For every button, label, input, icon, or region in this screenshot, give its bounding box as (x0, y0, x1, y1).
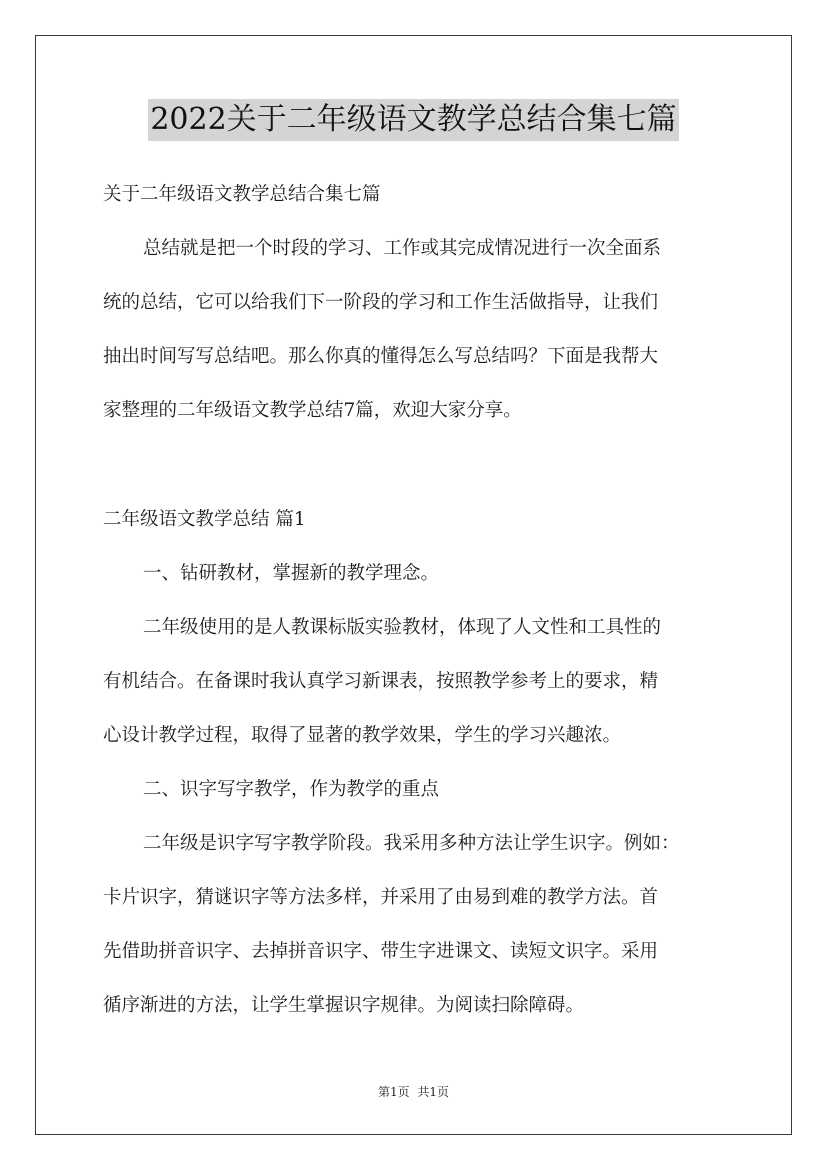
intro-line-2: 统的总结，它可以给我们下一阶段的学习和工作生活做指导，让我们 (103, 292, 659, 313)
point2-line-1: 二年级是识字写字教学阶段。我采用多种方法让学生识字。例如： (143, 833, 680, 854)
document-subtitle: 关于二年级语文教学总结合集七篇 (103, 184, 381, 205)
point2-line-3: 先借助拼音识字、去掉拼音识字、带生字进课文、读短文识字。采用 (103, 941, 659, 962)
page-footer (0, 1084, 827, 1100)
intro-line-1: 总结就是把一个时段的学习、工作或其完成情况进行一次全面系 (143, 238, 662, 259)
point1-line-2: 有机结合。在备课时我认真学习新课表，按照教学参考上的要求，精 (103, 671, 659, 692)
page-number: 第1页 (377, 1085, 410, 1099)
point1-line-3: 心设计教学过程，取得了显著的教学效果，学生的学习兴趣浓。 (103, 725, 622, 746)
document-title: 2022关于二年级语文教学总结合集七篇 (148, 99, 678, 141)
point1-heading: 一、钻研教材，掌握新的教学理念。 (143, 563, 440, 584)
intro-line-3: 抽出时间写写总结吧。那么你真的懂得怎么写总结吗？下面是我帮大 (103, 346, 659, 367)
point2-line-4: 循序渐进的方法，让学生掌握识字规律。为阅读扫除障碍。 (103, 995, 585, 1016)
point2-line-2: 卡片识字，猜谜识字等方法多样，并采用了由易到难的教学方法。首 (103, 887, 659, 908)
point1-line-1: 二年级使用的是人教课标版实验教材，体现了人文性和工具性的 (143, 617, 662, 638)
page-total: 共1页 (417, 1085, 450, 1099)
point2-heading: 二、识字写字教学，作为教学的重点 (143, 779, 440, 800)
title-container (0, 99, 827, 141)
section-heading: 二年级语文教学总结 篇1 (103, 509, 306, 530)
intro-line-4: 家整理的二年级语文教学总结7篇，欢迎大家分享。 (103, 400, 522, 421)
